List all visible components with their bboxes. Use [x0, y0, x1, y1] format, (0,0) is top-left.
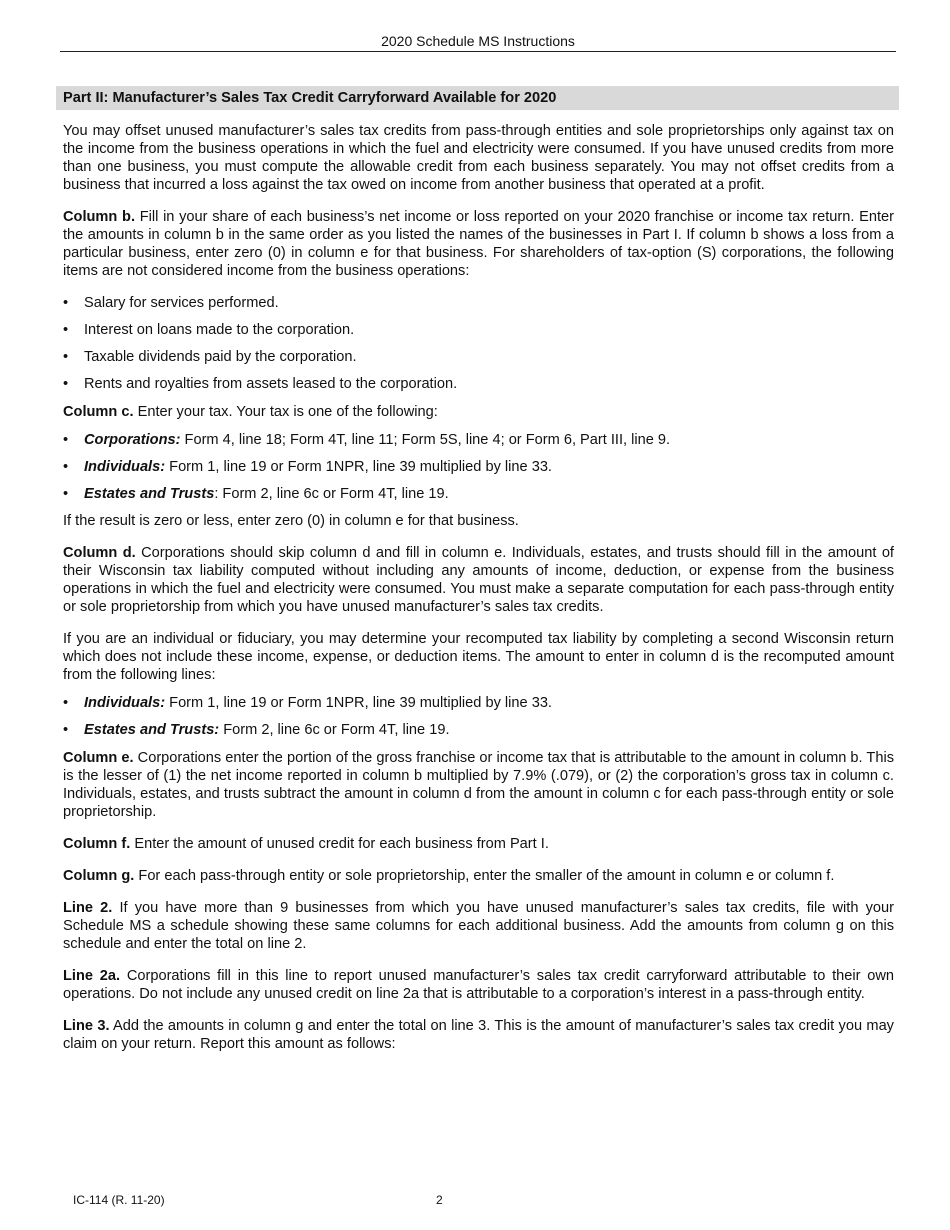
list-item-text: Salary for services performed.: [84, 295, 279, 311]
bullet-icon: •: [63, 432, 69, 448]
column-c-paragraph: [63, 403, 894, 421]
column-c-list: [63, 431, 894, 503]
list-item-text: Form 1, line 19 or Form 1NPR, line 39 multiplied by line 33.: [165, 695, 552, 711]
column-d-list: [63, 694, 894, 739]
bullet-icon: •: [63, 695, 69, 711]
column-b-text: Fill in your share of each business’s net income or loss reported on your 2020 franchise or income tax return. Enter the amounts in column b in the same order as you listed the names of the businesses in Part I. If column b shows a loss from a particular business, enter zero (0) in column e for that business. For shareholders of tax-option (S) corporations, the following items are not considered income from the business operations:: [63, 209, 894, 279]
list-item-text: Form 2, line 6c or Form 4T, line 19.: [219, 722, 450, 738]
list-item-label: Corporations:: [84, 432, 181, 448]
document-body: [63, 86, 894, 1067]
column-e-paragraph: [63, 749, 894, 821]
column-g-paragraph: [63, 867, 894, 885]
column-f-label: Column f.: [63, 836, 131, 852]
column-c-text: Enter your tax. Your tax is one of the following:: [133, 404, 438, 420]
bullet-icon: •: [63, 376, 69, 392]
column-f-text: Enter the amount of unused credit for each business from Part I.: [130, 836, 549, 852]
list-item: [63, 375, 894, 393]
column-e-text: Corporations enter the portion of the gross franchise or income tax that is attributable to the amount in column b. This is the lesser of (1) the net income reported in column b multiplied by 7.9% (.079), or (2) the corporation’s gross tax in column c. Individuals, estates, and trusts subtract the amount in column d from the amount in column c for each pass-through entity or sole proprietorship.: [63, 750, 894, 820]
column-b-list: [63, 294, 894, 393]
list-item-text: Interest on loans made to the corporation.: [84, 322, 355, 338]
intro-paragraph: You may offset unused manufacturer’s sales tax credits from pass-through entities and sole proprietorships only against tax on the income from the business operations in which the fuel and electricity were consumed. If you have unused credits from more than one business, you must compute the allowable credit from each business separately. You may not offset credits from a business that incurred a loss against the tax owed on income from another business that operated at a profit.: [63, 123, 894, 193]
list-item: [63, 431, 894, 449]
column-b-label: Column b.: [63, 209, 135, 225]
bullet-icon: •: [63, 295, 69, 311]
list-item: [63, 485, 894, 503]
column-d-paragraph-2: If you are an individual or fiduciary, you may determine your recomputed tax liability by completing a second Wisconsin return which does not include these income, expense, or deduction items. The amount to enter in column d is the recomputed amount from the following lines:: [63, 631, 894, 683]
line-3-text: Add the amounts in column g and enter the total on line 3. This is the amount of manufacturer’s sales tax credit you may claim on your return. Report this amount as follows:: [63, 1018, 894, 1052]
column-f-paragraph: [63, 835, 894, 853]
line-3-label: Line 3.: [63, 1018, 110, 1034]
list-item-text: Form 4, line 18; Form 4T, line 11; Form 5S, line 4; or Form 6, Part III, line 9.: [180, 432, 671, 448]
line-2a-paragraph: [63, 967, 894, 1003]
line-2-text: If you have more than 9 businesses from which you have unused manufacturer’s sales tax credits, file with your Schedule MS a schedule showing these same columns for each additional business. Add the amounts from column g on this schedule and enter the total on line 2.: [63, 900, 894, 952]
page-number: 2: [436, 1193, 443, 1207]
list-item-label: Estates and Trusts: [84, 486, 215, 502]
column-d-text: Corporations should skip column d and fill in column e. Individuals, estates, and trusts should fill in the amount of their Wisconsin tax liability computed without including any amounts of income, deduction, or expense from the business operations in which the fuel and electricity were consumed. You must make a separate computation for each pass-through entity or sole proprietorship from which you have unused manufacturer’s sales tax credits.: [63, 545, 894, 615]
line-2a-text: Corporations fill in this line to report unused manufacturer’s sales tax credit carryforward attributable to their own operations. Do not include any unused credit on line 2a that is attributable to a corporation’s interest in a pass-through entity.: [63, 968, 895, 1002]
running-header: 2020 Schedule MS Instructions: [60, 33, 896, 52]
column-b-paragraph: [63, 208, 894, 280]
column-g-text: For each pass-through entity or sole proprietorship, enter the smaller of the amount in column e or column f.: [134, 868, 835, 884]
column-c-label: Column c.: [63, 404, 134, 420]
bullet-icon: •: [63, 722, 69, 738]
form-identifier: IC-114 (R. 11-20): [73, 1193, 165, 1207]
bullet-icon: •: [63, 459, 69, 475]
list-item-label: Estates and Trusts:: [84, 722, 220, 738]
list-item-text: : Form 2, line 6c or Form 4T, line 19.: [214, 486, 449, 502]
bullet-icon: •: [63, 486, 69, 502]
column-c-note: If the result is zero or less, enter zero (0) in column e for that business.: [63, 513, 519, 529]
list-item: [63, 694, 894, 712]
list-item-label: Individuals:: [84, 695, 166, 711]
list-item-text: Taxable dividends paid by the corporation.: [84, 349, 357, 365]
bullet-icon: •: [63, 349, 69, 365]
list-item: [63, 348, 894, 366]
line-3-paragraph: [63, 1017, 894, 1053]
line-2-paragraph: [63, 899, 894, 953]
line-2-label: Line 2.: [63, 900, 113, 916]
list-item: [63, 721, 894, 739]
list-item: [63, 458, 894, 476]
list-item-text: Form 1, line 19 or Form 1NPR, line 39 multiplied by line 33.: [165, 459, 552, 475]
list-item-label: Individuals:: [84, 459, 166, 475]
list-item-text: Rents and royalties from assets leased to the corporation.: [84, 376, 458, 392]
line-2a-label: Line 2a.: [63, 968, 121, 984]
list-item: [63, 294, 894, 312]
bullet-icon: •: [63, 322, 69, 338]
column-d-label: Column d.: [63, 545, 136, 561]
column-g-label: Column g.: [63, 868, 135, 884]
column-e-label: Column e.: [63, 750, 134, 766]
section-heading: Part II: Manufacturer’s Sales Tax Credit Carryforward Available for 2020: [56, 86, 899, 110]
column-d-paragraph: [63, 544, 894, 616]
list-item: [63, 321, 894, 339]
